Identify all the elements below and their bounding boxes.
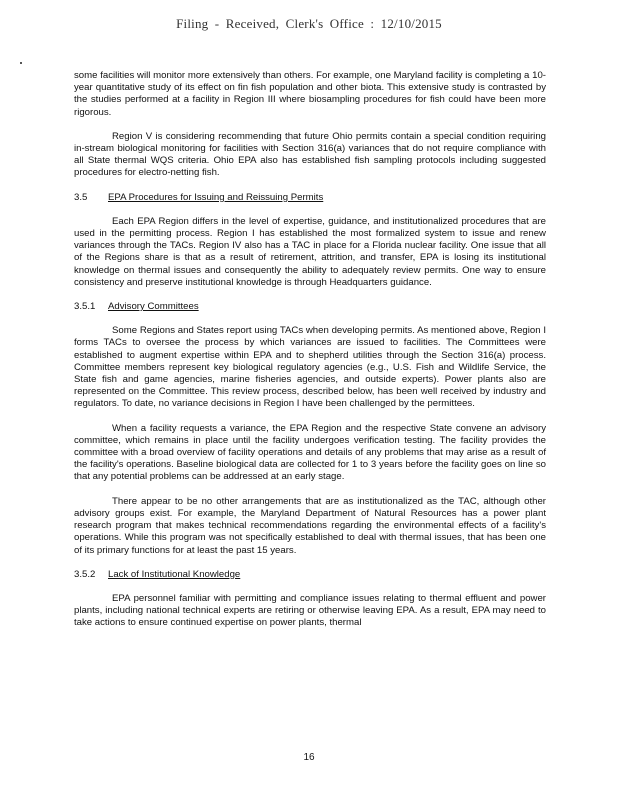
page-number: 16 (303, 752, 315, 763)
scan-speck (20, 62, 22, 64)
document-body (74, 70, 546, 642)
section-number: 3.5.1 (74, 301, 96, 313)
paragraph: Region V is considering recommending that future Ohio permits contain a special condition requiring in-stream biological monitoring for facilities with Section 316(a) variances that do not require compliance with all State thermal WQS criteria. Ohio EPA also has established fish sampling protocols including suggested procedures for electro-netting fish. (74, 130, 546, 179)
paragraph: EPA personnel familiar with permitting and compliance issues relating to thermal effluent and power plants, including national technical experts are retiring or otherwise leaving EPA. As a result, EPA may need to take actions to ensure continued expertise on power plants, thermal (74, 592, 546, 629)
paragraph: some facilities will monitor more extensively than others. For example, one Maryland facility is completing a 10-year quantitative study of its effect on fin fish population and other biota. This extensive study is contrasted by the studies performed at a facility in Region III where biosampling procedures for fish could have been more rigorous. (74, 70, 546, 118)
section-heading-3-5 (74, 192, 546, 204)
section-title: EPA Procedures for Issuing and Reissuing Permits (108, 191, 324, 203)
paragraph: Some Regions and States report using TACs when developing permits. As mentioned above, Region I forms TACs to oversee the process by which variances are issued to facilities. The Committees were established to augment expertise within EPA and to shepherd utilities through the Section 316(a) process. Committee members represent key biological regulatory agencies (e.g., U.S. Fish and Wildlife Service, the State fish and game agencies, marine fisheries agencies, and outside experts). Power plants also are represented on the Committee. This review process, described below, has been well received by industry and regulators. To date, no variance decisions in Region I have been challenged by the permittees. (74, 325, 546, 410)
paragraph: Each EPA Region differs in the level of expertise, guidance, and institutionalized procedures that are used in the permitting process. Region I has established the most formalized system to issue and renew variances through the TACs. Region IV also has a TAC in place for a Florida nuclear facility. One issue that all of the Regions share is that as a result of retirement, attrition, and transfer, EPA is losing its institutional knowledge on thermal issues and consequently the ability to adequately review permits. One way to ensure consistency and preserve institutional knowledge is through Headquarters guidance. (74, 215, 546, 288)
section-heading-3-5-2 (74, 569, 546, 581)
section-title: Lack of Institutional Knowledge (108, 568, 241, 580)
section-heading-3-5-1 (74, 301, 546, 313)
filing-header: Filing - Received, Clerk's Office : 12/10/2015 (176, 16, 442, 31)
section-number: 3.5.2 (74, 568, 96, 580)
section-title: Advisory Committees (108, 301, 199, 313)
section-number: 3.5 (74, 191, 88, 203)
paragraph: There appear to be no other arrangements that are as institutionalized as the TAC, although other advisory groups exist. For example, the Maryland Department of Natural Resources has a power plant research program that makes technical recommendations regarding the environmental effects of a facility's operations. While this program was not specifically established to deal with thermal issues, that has been one of its primary functions for at least the past 15 years. (74, 495, 546, 556)
paragraph: When a facility requests a variance, the EPA Region and the respective State convene an advisory committee, which remains in place until the facility undergoes verification testing. The facility provides the committee with a broad overview of facility operations and details of any problems that may arise as a result of the facility's operations. Baseline biological data are collected for 1 to 3 years before the facility goes on line so that any potential problems can be addressed at an early stage. (74, 422, 546, 483)
